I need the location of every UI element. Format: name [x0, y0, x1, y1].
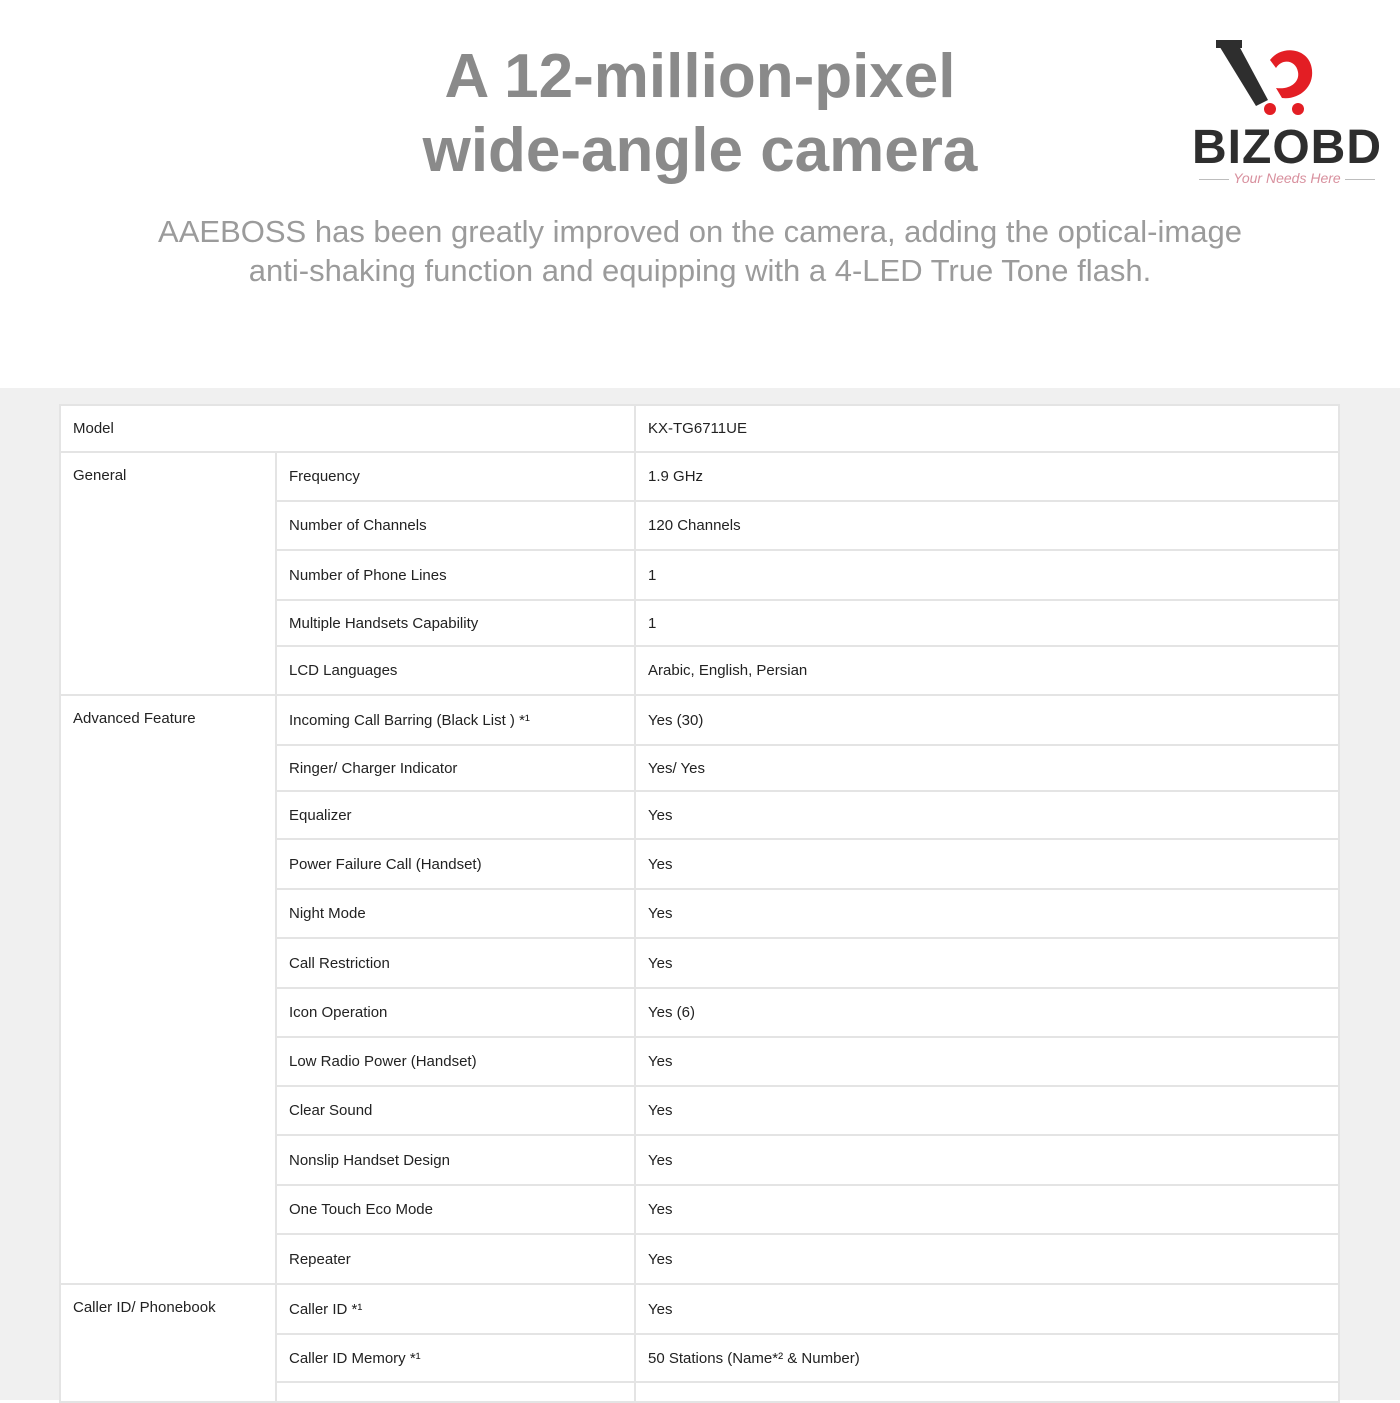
logo-tagline: Your Needs Here: [1184, 170, 1390, 186]
spec-label: Incoming Call Barring (Black List ) *¹: [276, 695, 635, 745]
spec-label: Call Restriction: [276, 938, 635, 988]
headline-line-1: A 12-million-pixel: [444, 42, 956, 111]
model-label: Model: [60, 405, 635, 452]
hero-section: [0, 0, 1400, 388]
spec-value: 1: [635, 550, 1339, 600]
spec-category: General: [60, 452, 276, 695]
spec-label: Icon Operation: [276, 988, 635, 1037]
spec-value: 1.9 GHz: [635, 452, 1339, 501]
spec-value: Yes: [635, 1135, 1339, 1185]
spec-label: Frequency: [276, 452, 635, 501]
spec-label: Equalizer: [276, 791, 635, 839]
table-row-model: [60, 405, 1339, 452]
spec-label: Ringer/ Charger Indicator: [276, 745, 635, 791]
spec-label: LCD Languages: [276, 646, 635, 695]
spec-label: Night Mode: [276, 889, 635, 938]
spec-value: Yes: [635, 889, 1339, 938]
spec-value: Yes: [635, 1037, 1339, 1086]
spec-value: Yes: [635, 839, 1339, 889]
spec-value: Yes (30): [635, 695, 1339, 745]
spec-label: [276, 1382, 635, 1402]
spec-value: 50 Stations (Name*² & Number): [635, 1334, 1339, 1382]
spec-value: Yes: [635, 1284, 1339, 1334]
model-value: KX-TG6711UE: [635, 405, 1339, 452]
spec-value: Yes: [635, 1185, 1339, 1234]
table-row: [60, 695, 1339, 745]
logo-wordmark: BIZOBD: [1192, 121, 1382, 174]
spec-label: Caller ID Memory *¹: [276, 1334, 635, 1382]
spec-label: Number of Channels: [276, 501, 635, 550]
spec-value: Yes: [635, 938, 1339, 988]
spec-label: Multiple Handsets Capability: [276, 600, 635, 646]
spec-value: 120 Channels: [635, 501, 1339, 550]
spec-value: Yes: [635, 791, 1339, 839]
spec-category: Advanced Feature: [60, 695, 276, 1284]
spec-category: Caller ID/ Phonebook: [60, 1284, 276, 1402]
spec-value: Yes/ Yes: [635, 745, 1339, 791]
spec-table: [59, 404, 1340, 1403]
table-row: [60, 452, 1339, 501]
spec-label: Power Failure Call (Handset): [276, 839, 635, 889]
spec-value: Arabic, English, Persian: [635, 646, 1339, 695]
spec-value: 1: [635, 600, 1339, 646]
spec-label: Caller ID *¹: [276, 1284, 635, 1334]
spec-value: Yes (6): [635, 988, 1339, 1037]
spec-value: Yes: [635, 1086, 1339, 1135]
spec-label: Repeater: [276, 1234, 635, 1284]
spec-label: Clear Sound: [276, 1086, 635, 1135]
spec-section: [0, 388, 1400, 1400]
shopping-cart-icon: [1212, 30, 1322, 120]
spec-value: Yes: [635, 1234, 1339, 1284]
spec-label: Nonslip Handset Design: [276, 1135, 635, 1185]
spec-label: Low Radio Power (Handset): [276, 1037, 635, 1086]
table-row: [60, 1284, 1339, 1334]
spec-value: [635, 1382, 1339, 1402]
headline-line-2: wide-angle camera: [422, 116, 978, 185]
brand-logo: [1184, 30, 1390, 190]
spec-label: Number of Phone Lines: [276, 550, 635, 600]
spec-label: One Touch Eco Mode: [276, 1185, 635, 1234]
subtitle-line-1: AAEBOSS has been greatly improved on the camera, adding the optical-image: [158, 214, 1242, 249]
subtitle-line-2: anti-shaking function and equipping with a 4-LED True Tone flash.: [248, 253, 1152, 288]
subtitle: [0, 212, 1400, 290]
